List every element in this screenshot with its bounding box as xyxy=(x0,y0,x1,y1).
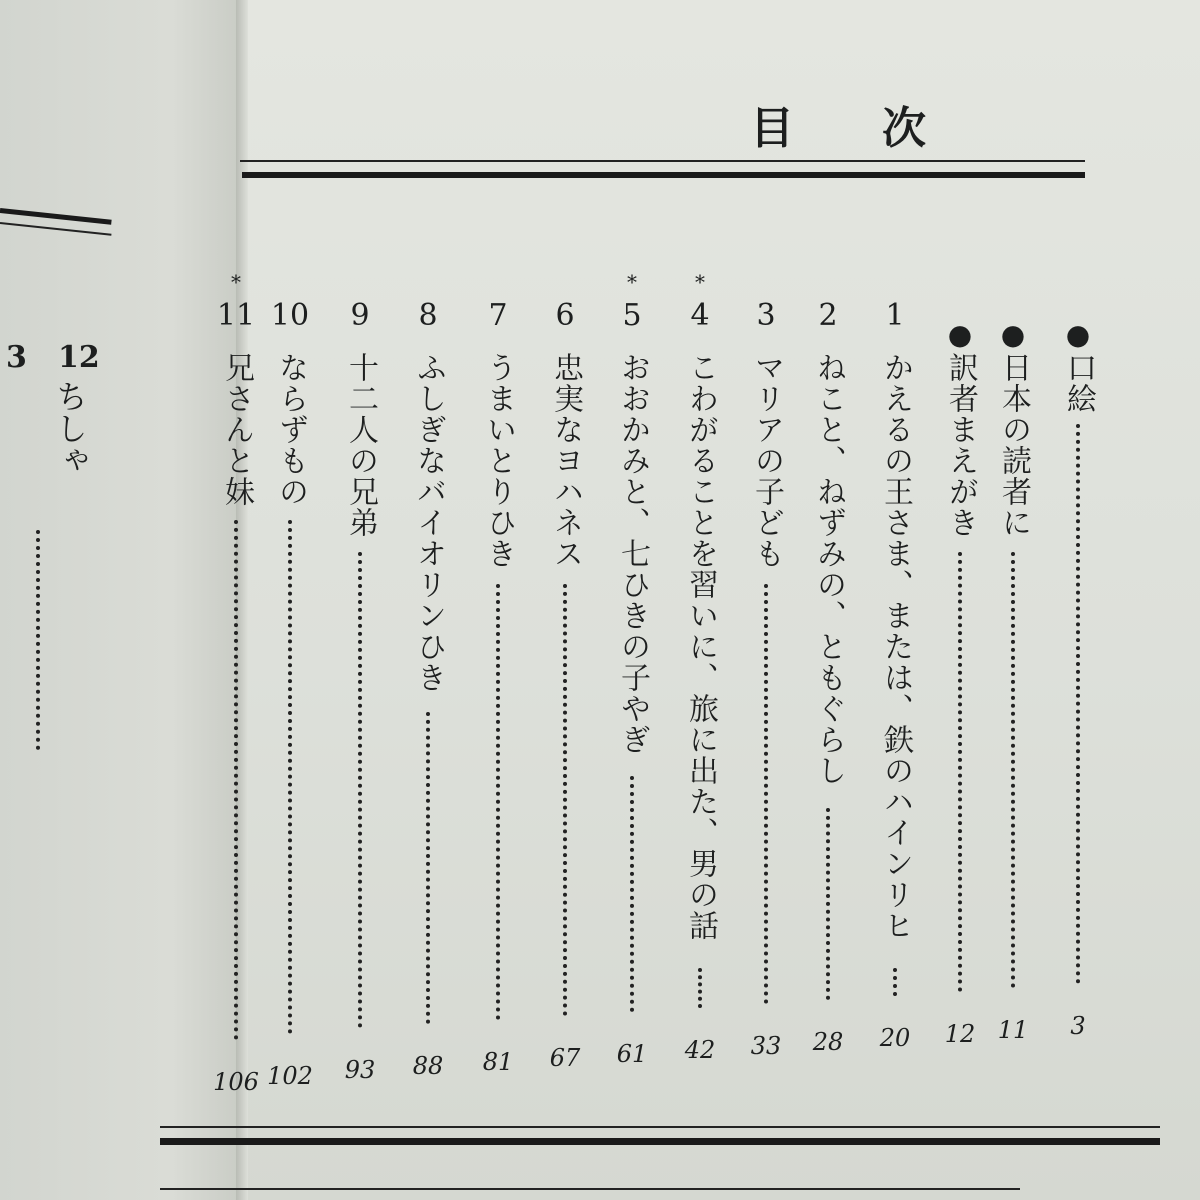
left-entry-title: ちしゃ xyxy=(51,380,89,476)
page-number: 12 xyxy=(944,1020,976,1048)
bullet-mark: ● xyxy=(1000,318,1026,351)
page-number: 33 xyxy=(750,1032,782,1060)
page-number: 102 xyxy=(267,1062,313,1090)
entry-title: 口絵 xyxy=(1061,352,1096,414)
page-number: 3 xyxy=(1070,1012,1086,1040)
dot-leader xyxy=(1011,552,1015,988)
entry-title: ふしぎなバイオリンひき xyxy=(411,352,446,693)
page-number: 81 xyxy=(482,1048,514,1076)
dot-leader xyxy=(1076,424,1080,984)
left-page-rule-thin xyxy=(0,222,111,236)
entry-title: うまいとりひき xyxy=(481,352,516,569)
entry-number: 4 xyxy=(690,298,710,333)
left-entry-number: 3 xyxy=(6,340,27,375)
entry-number: 6 xyxy=(555,298,575,333)
dot-leader xyxy=(358,552,362,1028)
entry-title: マリアの子ども xyxy=(749,352,784,569)
entry-number: 8 xyxy=(418,298,438,333)
title-rule-thin xyxy=(240,160,1085,162)
bottom-rule-lower xyxy=(160,1188,1020,1190)
page-number: 61 xyxy=(616,1040,648,1068)
entry-title: 兄さんと妹 xyxy=(219,352,254,507)
entry-number: 2 xyxy=(818,298,838,333)
page-number: 67 xyxy=(549,1044,581,1072)
bullet-mark: ● xyxy=(1065,318,1091,351)
left-page xyxy=(0,0,245,1200)
page-number: 93 xyxy=(344,1056,376,1084)
entry-title: かえるの王さま、または、鉄のハインリヒ xyxy=(878,352,913,941)
entry-title: 訳者まえがき xyxy=(943,352,978,538)
entry-title: 日本の読者に xyxy=(996,352,1031,538)
dot-leader xyxy=(698,968,702,1008)
dot-leader xyxy=(563,584,567,1016)
entry-number: 1 xyxy=(885,298,905,333)
entry-title: おおかみと、七ひきの子やぎ xyxy=(615,352,650,755)
dot-leader xyxy=(426,712,430,1024)
asterisk-mark: * xyxy=(627,270,637,294)
left-entry-number: 12 xyxy=(58,340,100,375)
page-number: 28 xyxy=(812,1028,844,1056)
entry-title: ならずもの xyxy=(273,352,308,507)
entry-title: こわがることを習いに、旅に出た、男の話 xyxy=(683,352,718,941)
left-page-rule-thick xyxy=(0,208,112,225)
entry-number: 3 xyxy=(756,298,776,333)
page-number: 88 xyxy=(412,1052,444,1080)
dot-leader xyxy=(764,584,768,1004)
entry-number: 11 xyxy=(216,298,256,333)
dot-leader xyxy=(496,584,500,1020)
entry-title: ねこと、ねずみの、ともぐらし xyxy=(811,352,846,786)
entry-title: 忠実なヨハネス xyxy=(548,352,583,569)
entry-number: 9 xyxy=(350,298,370,333)
asterisk-mark: * xyxy=(695,270,705,294)
entry-title: 十二人の兄弟 xyxy=(343,352,378,538)
dot-leader xyxy=(630,776,634,1012)
page-number: 42 xyxy=(684,1036,716,1064)
left-entry-leader xyxy=(36,530,40,750)
asterisk-mark: * xyxy=(231,270,241,294)
dot-leader xyxy=(958,552,962,992)
entry-number: 10 xyxy=(270,298,310,333)
entry-number: 5 xyxy=(622,298,642,333)
dot-leader xyxy=(893,968,897,996)
dot-leader xyxy=(826,808,830,1000)
page-number: 20 xyxy=(879,1024,911,1052)
entry-number: 7 xyxy=(488,298,508,333)
dot-leader xyxy=(288,520,292,1034)
page-number: 11 xyxy=(997,1016,1029,1044)
bottom-rule-thin xyxy=(160,1126,1160,1128)
dot-leader xyxy=(234,520,238,1040)
bottom-rule-thick xyxy=(160,1138,1160,1145)
title-rule-thick xyxy=(242,172,1085,178)
page-number: 106 xyxy=(213,1068,259,1096)
bullet-mark: ● xyxy=(947,318,973,351)
page-title: 目 次 xyxy=(750,103,926,154)
